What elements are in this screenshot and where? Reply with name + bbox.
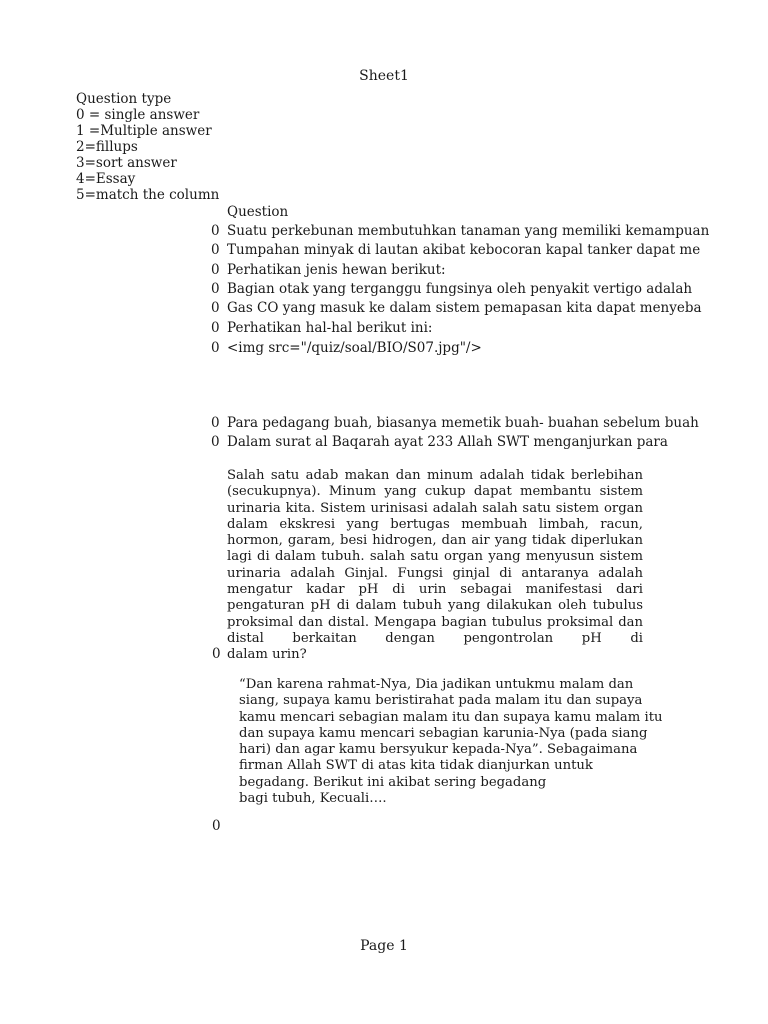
- paragraph-line: kita. Sistem urinisasi adalah salah satu sistem organ dalam: [227, 500, 643, 532]
- paragraph-line: sebagai manifestasi dari pengaturan pH di dalam tubuh yang: [227, 582, 643, 614]
- legend-line: 3=sort answer: [76, 155, 177, 171]
- question-row: [211, 320, 647, 339]
- essay-paragraph: [227, 468, 643, 664]
- quote-line: kamu mencari sebagian malam itu dan supaya kamu malam itu: [239, 709, 663, 725]
- question-type-value: 0: [212, 818, 221, 834]
- question-type-value: 0: [211, 340, 220, 356]
- question-row: [211, 300, 702, 319]
- question-text: <img src="/quiz/soal/BIO/S07.jpg"/>: [227, 340, 482, 356]
- quote-line: bagi tubuh, Kecuali….: [239, 791, 387, 807]
- question-row: [211, 262, 647, 281]
- question-text: Tumpahan minyak di lautan akibat kebocoran kapal tanker dapat me: [227, 242, 701, 258]
- question-type-value: 0: [211, 262, 220, 278]
- question-type-value: 0: [211, 223, 220, 239]
- paragraph-line: Fungsi ginjal di antaranya adalah mengatur kadar pH di urin: [227, 565, 644, 598]
- page-footer: Page 1: [360, 938, 408, 954]
- quote-line: firman Allah SWT di atas kita tidak dianjurkan untuk: [239, 758, 593, 774]
- quote-paragraph: [239, 677, 663, 807]
- question-text: Perhatikan jenis hewan berikut:: [227, 262, 446, 278]
- paragraph-line: dalam urin?: [227, 647, 307, 663]
- question-column-header: Question: [227, 204, 289, 220]
- question-row: [211, 223, 710, 242]
- quote-line: begadang. Berikut ini akibat sering begadang: [239, 774, 547, 790]
- quote-line: hari) dan agar kamu bersyukur kepada-Nya”. Sebagaimana: [239, 742, 638, 758]
- legend-line: 4=Essay: [76, 171, 136, 187]
- paragraph-line: salah satu organ yang menyusun sistem urinaria adalah Ginjal.: [227, 549, 643, 581]
- question-type-value: 0: [211, 320, 220, 336]
- question-type-value: 0: [211, 415, 220, 431]
- question-text: Perhatikan hal-hal berikut ini:: [227, 320, 433, 336]
- question-type-value: 0: [211, 434, 220, 450]
- question-type-value: 0: [211, 300, 220, 316]
- question-type-value: 0: [211, 242, 220, 258]
- paragraph-line: besi hidrogen, dan air yang tidak diperlukan lagi di dalam tubuh.: [227, 533, 643, 565]
- question-row: [211, 415, 699, 434]
- question-text: Gas CO yang masuk ke dalam sistem pemapasan kita dapat menyeba: [227, 300, 702, 316]
- quote-line: dan supaya kamu mencari sebagian karunia-Nya (pada siang: [239, 725, 648, 741]
- question-row: [211, 281, 693, 300]
- question-text: Para pedagang buah, biasanya memetik buah- buahan sebelum buah: [227, 415, 699, 431]
- question-type-value: 0: [211, 281, 220, 297]
- quote-line: siang, supaya kamu beristirahat pada malam itu dan supaya: [239, 693, 643, 709]
- paragraph-line: tubulus proksimal dan distal berkaitan dengan pengontrolan pH di: [227, 614, 643, 646]
- question-type-value: 0: [212, 646, 221, 662]
- legend-line: Question type: [76, 91, 172, 107]
- question-row: [211, 434, 668, 453]
- paragraph-line: ekskresi yang bertugas membuah limbah, racun, hormon, garam,: [227, 516, 643, 549]
- paragraph-line: (secukupnya). Minum yang cukup dapat membantu sistem urinaria: [227, 484, 643, 516]
- question-row: [211, 340, 647, 359]
- paragraph-line: Salah satu adab makan dan minum adalah tidak berlebihan: [227, 468, 643, 483]
- quote-line: “Dan karena rahmat-Nya, Dia jadikan untukmu malam dan: [239, 677, 634, 692]
- legend-line: 5=match the column: [76, 187, 220, 203]
- legend-line: 1 =Multiple answer: [76, 123, 212, 139]
- paragraph-line: dilakukan oleh tubulus proksimal dan distal. Mengapa bagian: [227, 598, 643, 630]
- legend-line: 2=fillups: [76, 139, 138, 155]
- legend-line: 0 = single answer: [76, 107, 200, 123]
- question-text: Suatu perkebunan membutuhkan tanaman yang memiliki kemampuan: [227, 223, 710, 239]
- question-text: Dalam surat al Baqarah ayat 233 Allah SWT menganjurkan para: [227, 434, 668, 450]
- question-row: [211, 242, 701, 261]
- question-text: Bagian otak yang terganggu fungsinya oleh penyakit vertigo adalah: [227, 281, 693, 297]
- sheet-title: Sheet1: [359, 68, 409, 84]
